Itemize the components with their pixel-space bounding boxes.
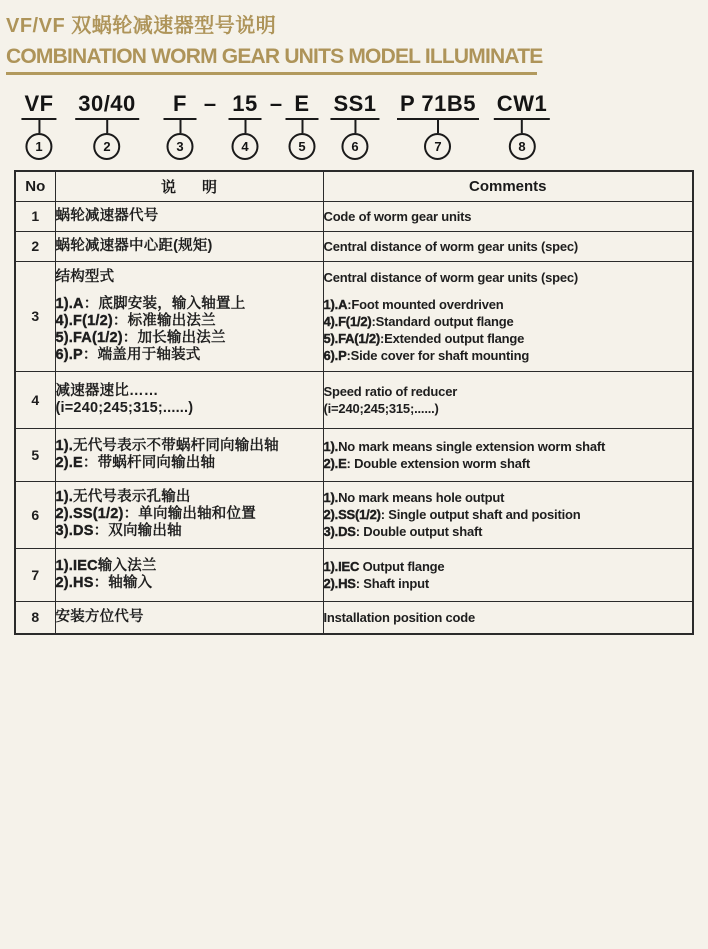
col-header-no: No [15, 171, 55, 201]
text-line-zh: 6).P：端盖用于轴装式 [55, 346, 201, 363]
line-prefix-code: 2).SS(1/2) [323, 507, 381, 522]
text-line-zh: 蜗轮减速器代号 [55, 207, 159, 224]
table-row-5 [15, 428, 693, 481]
text-line-en: Central distance of worm gear units (spec) [323, 238, 579, 254]
text-line-en: 1).A:Foot mounted overdriven [323, 296, 504, 312]
model-separator-dash [270, 92, 282, 115]
segment-number-circle: 2 [94, 133, 121, 160]
table-row-4 [15, 371, 693, 428]
title-underline [6, 72, 537, 75]
table-row-7 [15, 548, 693, 601]
comments-cell [323, 261, 693, 371]
segment-number-circle: 8 [508, 133, 535, 160]
line-prefix-code: 5).FA(1/2) [323, 330, 381, 346]
table-row-2 [15, 231, 693, 261]
model-segment-8 [497, 92, 547, 160]
row-number-cell: 1 [15, 201, 55, 231]
row-number-cell: 7 [15, 548, 55, 601]
text-line-zh: 2).HS：轴输入 [55, 574, 153, 591]
text-line-en: (i=240;245;315;......) [323, 400, 439, 416]
model-segment-2 [78, 92, 136, 160]
line-prefix-code: 1).IEC [55, 557, 98, 574]
row-number-cell: 5 [15, 428, 55, 481]
col-header-desc [55, 171, 323, 201]
segment-number-circle: 3 [167, 133, 194, 160]
desc-header-char: 说 [160, 178, 176, 196]
line-prefix-code: 3).DS [323, 524, 356, 539]
line-prefix-code: 2).HS [55, 574, 94, 591]
description-cell [55, 428, 323, 481]
comments-cell [323, 428, 693, 481]
row-number-cell: 6 [15, 481, 55, 548]
text-line-zh: 安装方位代号 [55, 608, 144, 625]
comments-cell [323, 481, 693, 548]
col-header-comments: Comments [323, 171, 693, 201]
model-code-text: P 71B5 [400, 91, 476, 116]
segment-stem-line [437, 120, 439, 133]
legend-table [14, 170, 694, 635]
line-prefix-code: 4).F(1/2) [55, 312, 113, 329]
model-segment-7 [400, 92, 476, 160]
model-separator-dash [204, 92, 216, 115]
text-line-en: 3).DS: Double output shaft [323, 524, 483, 539]
page-title-zh: VF/VF 双蜗轮减速器型号说明 [6, 15, 277, 37]
segment-stem-line [38, 120, 40, 133]
line-prefix-code: 6).P [323, 347, 347, 363]
text-line-zh: 1).无代号表示不带蜗杆同向输出轴 [55, 437, 279, 454]
line-prefix-code: 1). [323, 438, 339, 454]
model-code-text: – [203, 91, 217, 116]
segment-number-circle: 5 [289, 133, 316, 160]
model-code-text: SS1 [333, 91, 377, 116]
text-line-en: 1).No mark means hole output [323, 490, 505, 505]
segment-number-circle: 6 [342, 133, 369, 160]
text-line-en: 1).IEC Output flange [323, 558, 445, 574]
text-line-en: Code of worm gear units [323, 208, 472, 224]
text-line-zh: 1).IEC输入法兰 [55, 557, 157, 574]
text-line-zh: 蜗轮减速器中心距(规矩) [55, 237, 213, 254]
model-code-text: 15 [232, 91, 258, 116]
description-cell [55, 601, 323, 634]
line-prefix-code: 3).DS [55, 523, 94, 539]
line-prefix-code: 4).F(1/2) [323, 313, 372, 329]
model-segment-4 [232, 92, 259, 160]
line-prefix-code: 2).HS [323, 575, 356, 591]
segment-stem-line [521, 120, 523, 133]
description-cell [55, 548, 323, 601]
row-number-cell: 8 [15, 601, 55, 634]
text-line-zh: 减速器速比…… [55, 382, 159, 399]
comments-cell [323, 371, 693, 428]
text-line-zh: 结构型式 [55, 268, 115, 285]
line-prefix-code: 5).FA(1/2) [55, 329, 123, 346]
segment-stem-line [244, 120, 246, 133]
description-cell [55, 481, 323, 548]
row-number-cell: 2 [15, 231, 55, 261]
description-cell [55, 371, 323, 428]
line-prefix-code: 2).SS(1/2) [55, 506, 124, 522]
segment-stem-line [179, 120, 181, 133]
comments-cell [323, 231, 693, 261]
line-prefix-code: 1).IEC [323, 558, 360, 574]
description-cell [55, 201, 323, 231]
text-line-zh: 2).SS(1/2)：单向输出轴和位置 [55, 506, 256, 522]
text-line-en: 2).HS: Shaft input [323, 575, 429, 591]
model-code-text: 30/40 [78, 91, 136, 116]
line-prefix-code: 1). [323, 490, 339, 505]
segment-stem-line [354, 120, 356, 133]
model-segment-6 [333, 92, 376, 160]
model-segment-5 [289, 92, 316, 160]
text-line-en: 6).P:Side cover for shaft mounting [323, 347, 530, 363]
table-row-8 [15, 601, 693, 634]
text-line-zh: 1).无代号表示孔输出 [55, 489, 191, 505]
comments-cell [323, 548, 693, 601]
line-prefix-code: 1).A [323, 296, 348, 312]
text-line-en: 5).FA(1/2):Extended output flange [323, 330, 525, 346]
row-number-cell: 3 [15, 261, 55, 371]
model-code-text: – [269, 91, 283, 116]
text-line-en: 1).No mark means single extension worm shaft [323, 438, 606, 454]
model-code-text: CW1 [496, 91, 548, 116]
segment-number-circle: 4 [232, 133, 259, 160]
segment-stem-line [106, 120, 108, 133]
line-prefix-code: 2).E [55, 454, 83, 471]
table-row-6 [15, 481, 693, 548]
comments-cell [323, 601, 693, 634]
line-prefix-code: 6).P [55, 346, 83, 363]
page-title-en: COMBINATION WORM GEAR UNITS MODEL ILLUMINATE [6, 45, 543, 68]
text-line-zh: 5).FA(1/2)：加长输出法兰 [55, 329, 226, 346]
model-code-text: E [294, 91, 310, 116]
text-line-zh: 3).DS：双向输出轴 [55, 523, 182, 539]
text-line-en: 4).F(1/2):Standard output flange [323, 313, 514, 329]
line-prefix-code: 1). [55, 489, 74, 505]
table-row-3 [15, 261, 693, 371]
comments-cell [323, 201, 693, 231]
model-segment-1 [24, 92, 53, 160]
text-line-zh: (i=240;245;315;......) [55, 399, 194, 416]
model-segment-3 [167, 92, 194, 160]
page-header [0, 0, 708, 75]
description-cell [55, 261, 323, 371]
text-line-zh: 1).A：底脚安装，输入轴置上 [55, 295, 246, 312]
text-line-en: Central distance of worm gear units (spec) [323, 269, 579, 285]
text-line-en: 2).SS(1/2): Single output shaft and position [323, 507, 581, 522]
segment-stem-line [301, 120, 303, 133]
text-line-en: 2).E: Double extension worm shaft [323, 455, 530, 471]
row-number-cell: 4 [15, 371, 55, 428]
segment-number-circle: 1 [26, 133, 53, 160]
line-prefix-code: 1).A [55, 295, 84, 312]
text-line-en: Speed ratio of reducer [323, 383, 458, 399]
model-code-diagram [0, 92, 708, 160]
text-line-zh: 2).E：带蜗杆同向输出轴 [55, 454, 216, 471]
text-line-en: Installation position code [323, 609, 476, 625]
text-line-zh: 4).F(1/2)：标准输出法兰 [55, 312, 216, 329]
line-prefix-code: 1). [55, 437, 74, 454]
table-header-row [15, 171, 693, 201]
model-code-text: VF [24, 91, 54, 116]
model-code-text: F [173, 91, 187, 116]
line-prefix-code: 2).E [323, 455, 347, 471]
description-cell [55, 231, 323, 261]
segment-number-circle: 7 [424, 133, 451, 160]
desc-header-char: 明 [202, 178, 218, 196]
table-row-1 [15, 201, 693, 231]
